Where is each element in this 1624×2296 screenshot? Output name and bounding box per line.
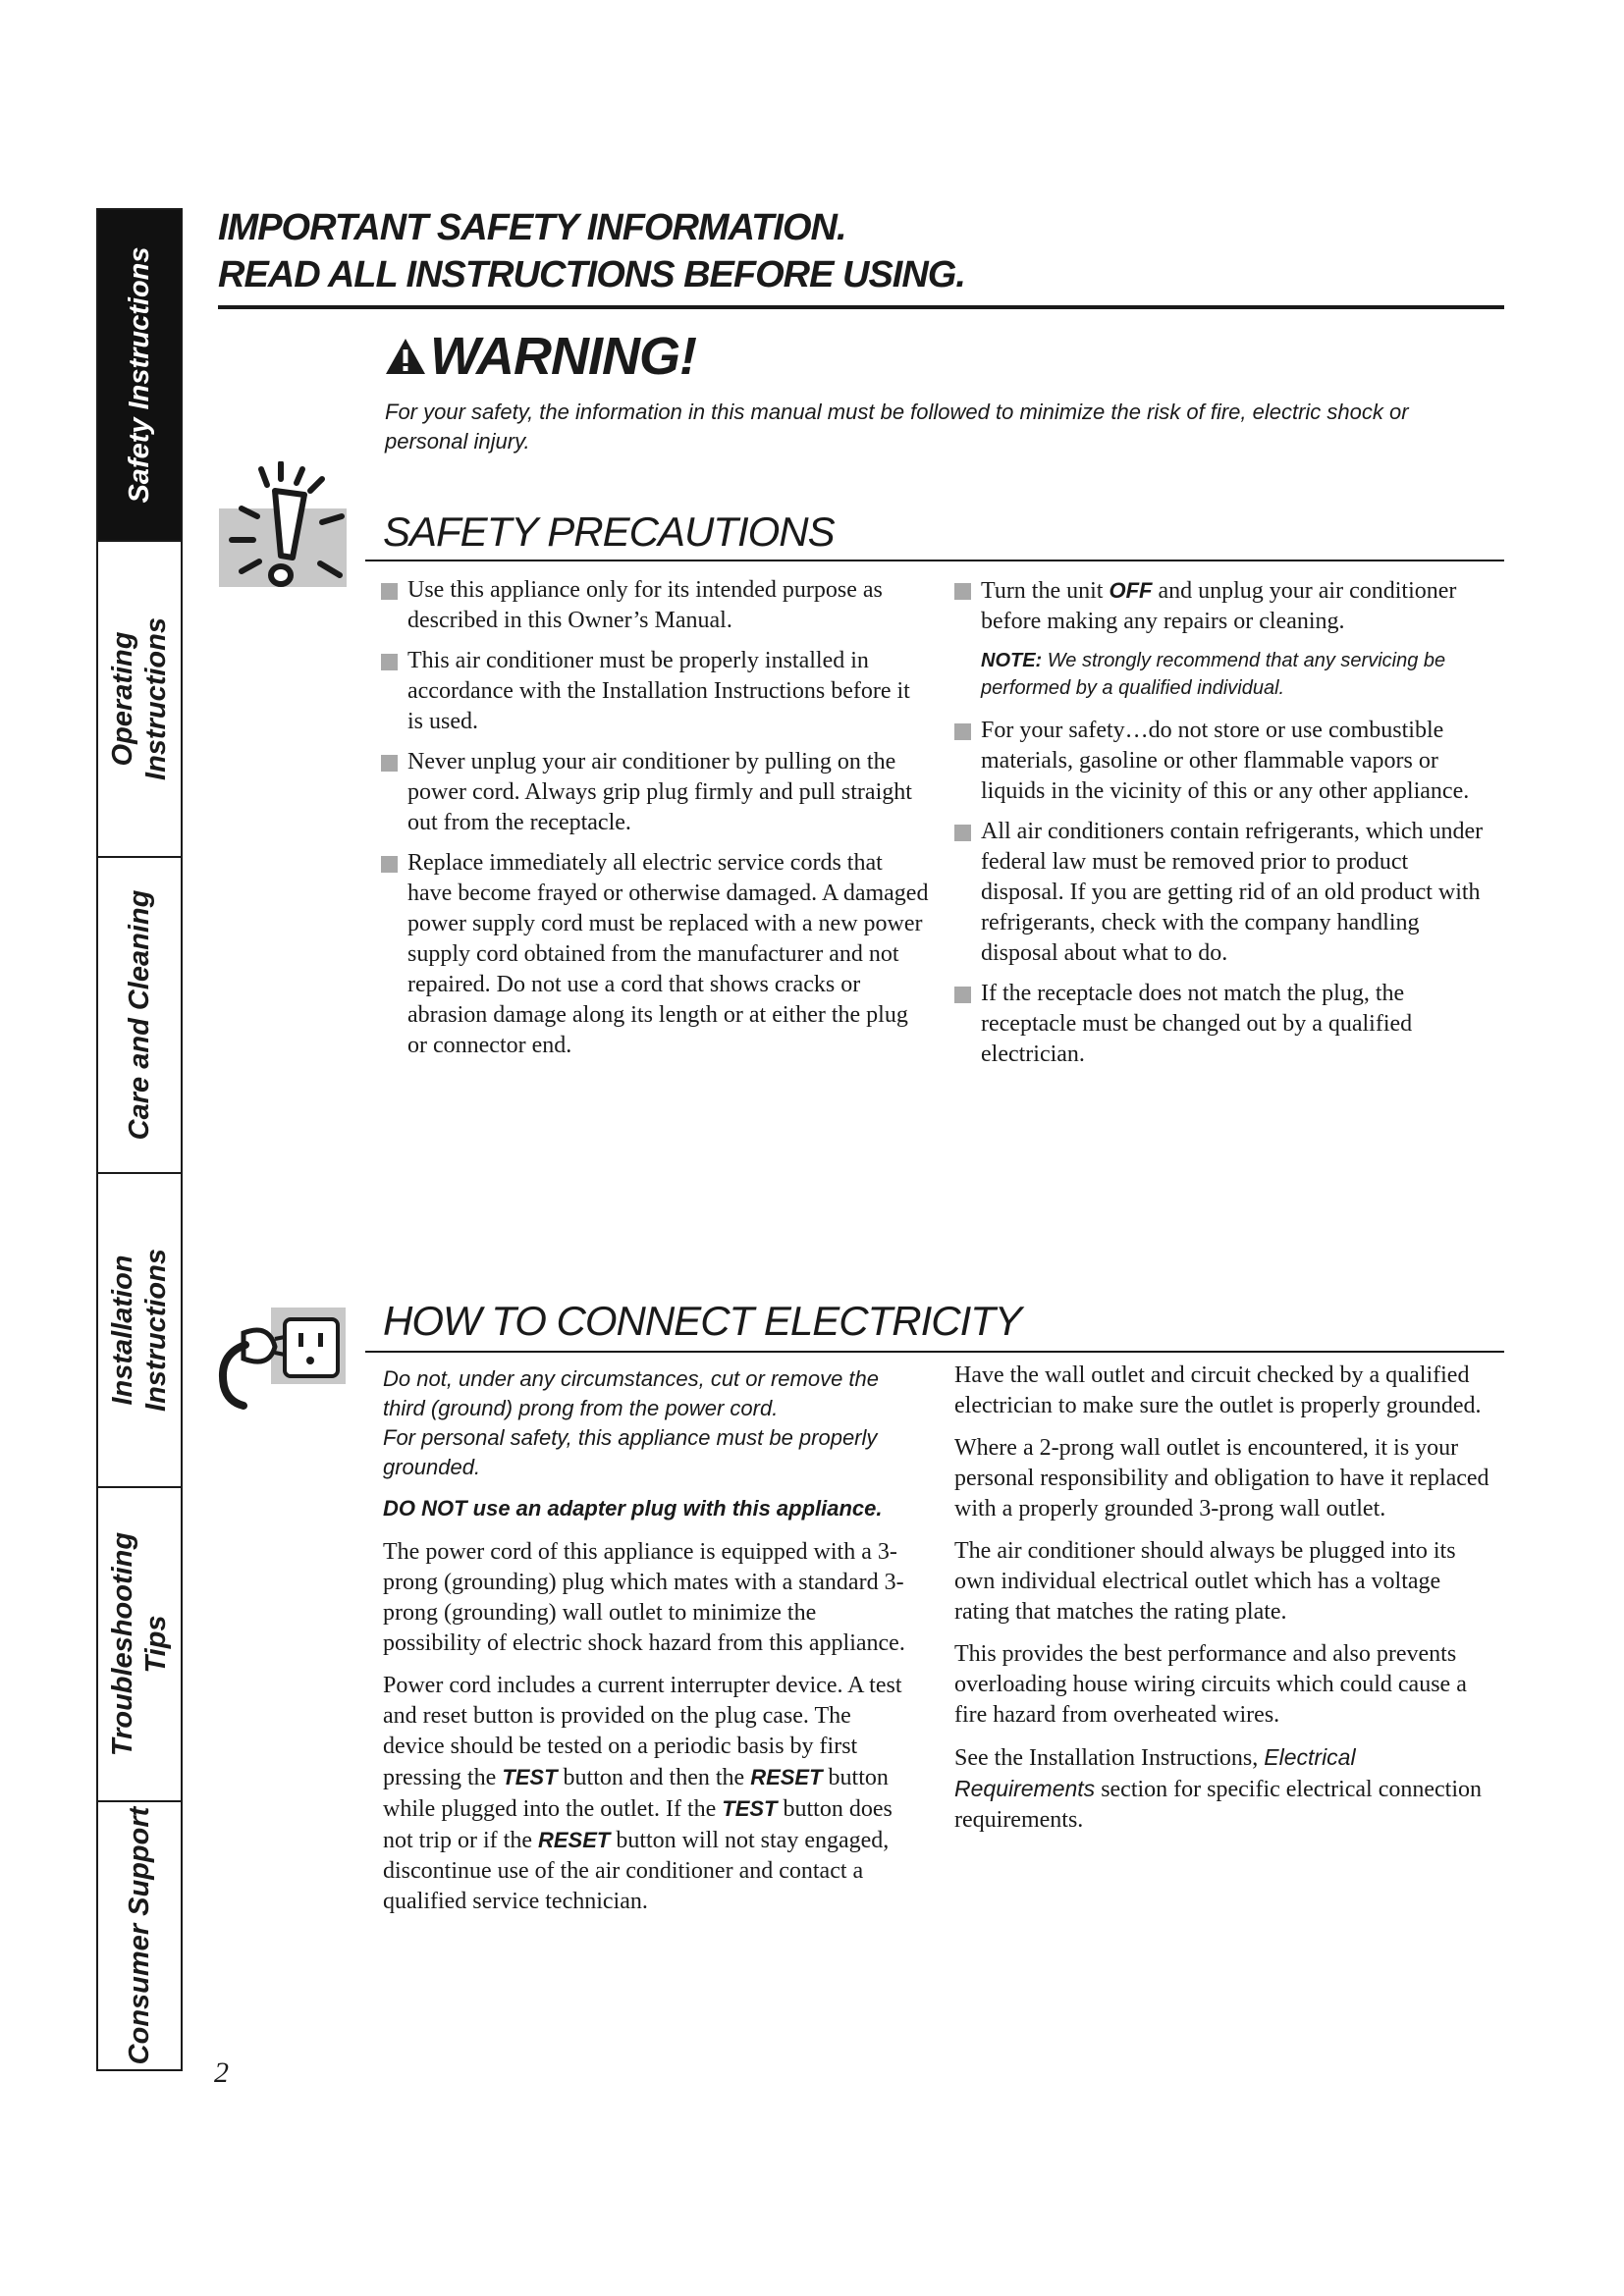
warning-triangle-icon — [385, 338, 426, 375]
list-item: This air conditioner must be properly installed in accordance with the Installation Instructions before it is used. — [381, 646, 931, 737]
electricity-left-column — [383, 1364, 913, 1929]
paragraph: The air conditioner should always be plugged into its own individual electrical outlet which has a voltage rating that matches the rating plate. — [954, 1538, 1456, 1625]
safety-divider — [365, 560, 1504, 561]
bullet-square-icon — [954, 583, 971, 600]
paragraph: Where a 2-prong wall outlet is encountered, it is your personal responsibility and obligation to have it replaced with a properly grounded 3-prong wall outlet. — [954, 1435, 1489, 1522]
warning-heading — [385, 327, 696, 386]
bullet-square-icon — [381, 856, 398, 873]
tab-label: Operating — [107, 631, 138, 767]
tab-label: Tips — [140, 1615, 172, 1674]
page-header — [218, 204, 1504, 298]
tab-label: Troubleshooting — [107, 1531, 138, 1757]
safety-left-column — [381, 575, 931, 1071]
connect-electricity-title: HOW TO CONNECT ELECTRICITY — [383, 1298, 1021, 1344]
tab-operating-instructions[interactable] — [98, 542, 181, 858]
tab-safety-instructions[interactable] — [98, 210, 181, 542]
list-item: For your safety…do not store or use combustible materials, gasoline or other flammable vapors or liquids in the vicinity of this or any other appliance. — [954, 716, 1485, 807]
tab-label: Consumer Support — [124, 1806, 155, 2065]
bullet-square-icon — [381, 583, 398, 600]
header-divider — [218, 305, 1504, 309]
tab-label: Instructions — [140, 1249, 172, 1412]
bullet-square-icon — [381, 755, 398, 772]
list-item: Turn the unit OFF and unplug your air conditioner before making any repairs or cleaning. — [954, 575, 1485, 637]
list-item: If the receptacle does not match the plug, the receptacle must be changed out by a qualified electrician. — [954, 979, 1485, 1070]
bullet-square-icon — [954, 987, 971, 1003]
tab-installation-instructions[interactable] — [98, 1174, 181, 1488]
paragraph: The power cord of this appliance is equipped with a 3-prong (grounding) plug which mates with a standard 3-prong (grounding) wall outlet to minimize the possibility of electric shock hazard from this appliance. — [383, 1539, 905, 1656]
header-line-2: READ ALL INSTRUCTIONS BEFORE USING. — [218, 254, 965, 295]
electricity-divider — [365, 1351, 1504, 1353]
bullet-square-icon — [954, 825, 971, 841]
list-item: All air conditioners contain refrigerants, which under federal law must be removed prior to product disposal. If you are getting rid of an old product with refrigerants, check with the company handling disposal about what to do. — [954, 817, 1485, 969]
paragraph: Power cord includes a current interrupter device. A test and reset button is provided on the plug case. The device should be tested on a periodic basis by first pressing the TEST button and then the RESET button while plugged into the outlet. If the TEST button does not trip or if the RESET button will not stay engaged, discontinue use of the air conditioner and contact a qualified service technician. — [383, 1673, 902, 1914]
list-item: Never unplug your air conditioner by pulling on the power cord. Always grip plug firmly and pull straight out from the receptacle. — [381, 747, 931, 838]
tab-care-and-cleaning[interactable] — [98, 858, 181, 1174]
grounding-note: For personal safety, this appliance must be properly grounded. — [383, 1425, 878, 1479]
tab-troubleshooting-tips[interactable] — [98, 1488, 181, 1802]
tab-label: Installation — [107, 1255, 138, 1406]
tab-consumer-support[interactable] — [98, 1802, 181, 2069]
page-number: 2 — [214, 2056, 229, 2089]
bullet-square-icon — [954, 723, 971, 740]
safety-right-column — [954, 575, 1485, 1080]
list-item: Replace immediately all electric service cords that have become frayed or otherwise damaged. A damaged power supply cord must be replaced with a new power supply cord obtained from the manufacturer and not repaired. Do not use a cord that shows cracks or abrasion damage along its length or at either the plug or connector end. — [381, 848, 931, 1061]
electricity-right-column — [954, 1361, 1492, 1847]
plug-outlet-icon — [214, 1296, 352, 1414]
tab-label: Instructions — [140, 617, 172, 780]
note: NOTE: We strongly recommend that any servicing be performed by a qualified individual. — [981, 650, 1446, 699]
tab-label: Safety Instructions — [124, 246, 155, 504]
safety-precautions-title: SAFETY PRECAUTIONS — [383, 508, 835, 555]
ground-prong-warning: Do not, under any circumstances, cut or remove the third (ground) prong from the power cord. — [383, 1366, 880, 1420]
header-line-1: IMPORTANT SAFETY INFORMATION. — [218, 207, 846, 248]
warning-title: WARNING! — [430, 327, 696, 386]
side-tabs — [96, 208, 183, 2071]
warning-text: For your safety, the information in this manual must be followed to minimize the risk of fire, electric shock or personal injury. — [385, 400, 1409, 454]
paragraph: Have the wall outlet and circuit checked by a qualified electrician to make sure the outlet is properly grounded. — [954, 1362, 1482, 1418]
adapter-warning: DO NOT use an adapter plug with this appliance. — [383, 1496, 883, 1521]
paragraph: This provides the best performance and also prevents overloading house wiring circuits which could cause a fire hazard from overheated wires. — [954, 1641, 1467, 1728]
bullet-square-icon — [381, 654, 398, 670]
tab-label: Care and Cleaning — [124, 889, 155, 1141]
exclamation-alert-icon — [214, 461, 352, 599]
paragraph: See the Installation Instructions, Electrical Requirements section for specific electrical connection requirements. — [954, 1744, 1482, 1833]
list-item: Use this appliance only for its intended purpose as described in this Owner’s Manual. — [381, 575, 931, 636]
